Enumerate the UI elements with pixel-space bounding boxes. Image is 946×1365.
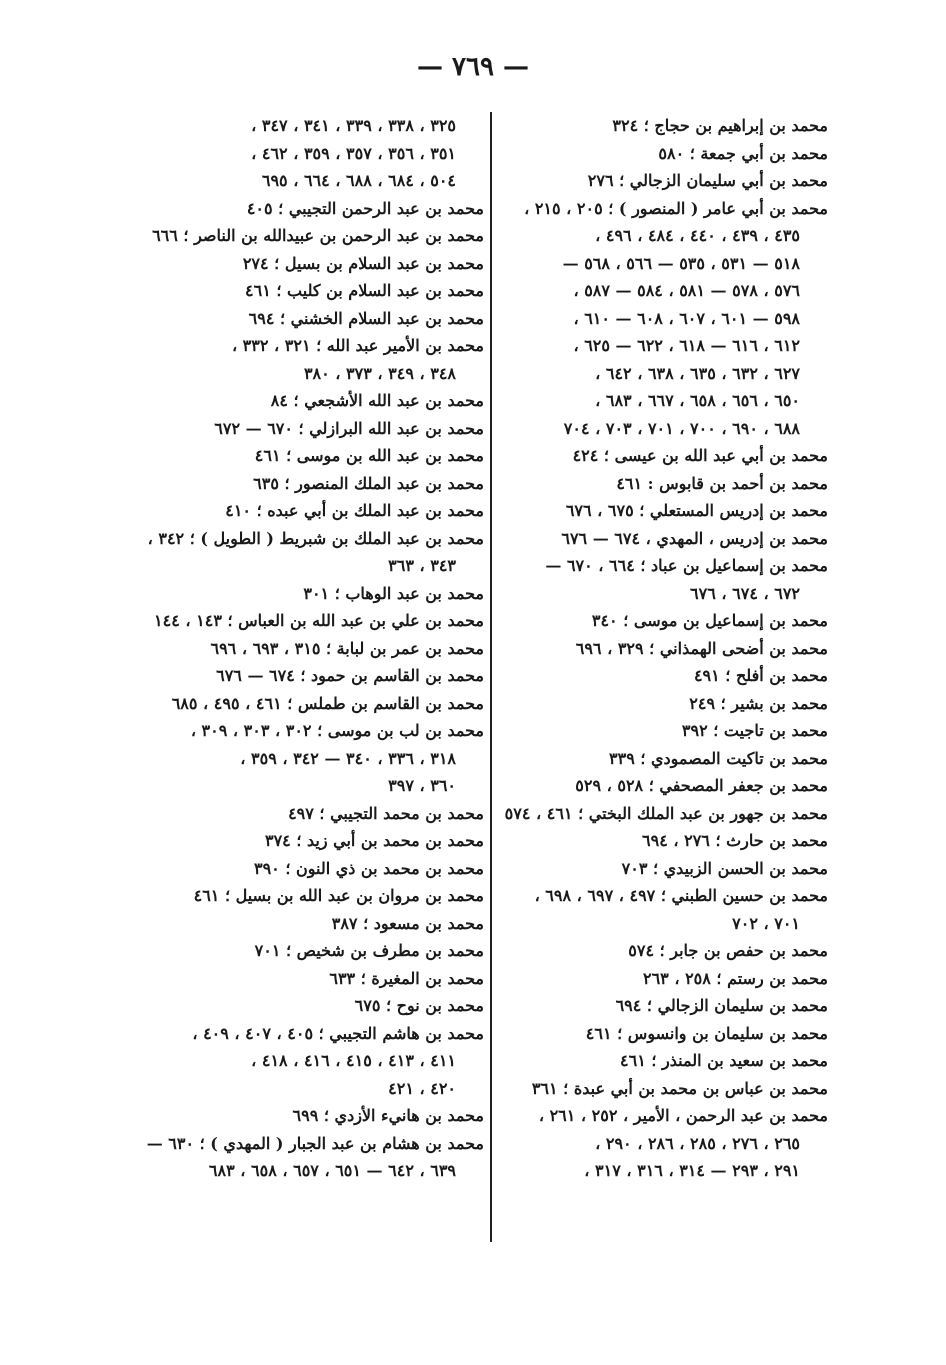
index-entry-continuation: ٦٨٨ ، ٦٩٠ ، ٧٠٠ ، ٧٠١ ، ٧٠٣ ، ٧٠٤ [563,418,800,438]
index-entry: محمد بن عبد الملك المنصور ؛ ٦٣٥ [253,473,484,493]
index-entry: محمد بن عبد السلام بن بسيل ؛ ٢٧٤ [242,253,484,273]
index-entry: محمد بن تاكيت المصمودي ؛ ٣٣٩ [609,748,828,768]
index-entry-continuation: ٥٧٦ ، ٥٧٨ — ٥٨١ ، ٥٨٤ — ٥٨٧ ، [573,281,800,300]
index-entry: محمد بن بشير ؛ ٢٤٩ [689,693,828,713]
index-column-left [144,112,484,1185]
index-entry: محمد بن الحسن الزبيدي ؛ ٧٠٣ [621,858,828,878]
index-entry: محمد بن مسعود ؛ ٣٨٧ [331,913,484,933]
index-entry-continuation: ٦٢٧ ، ٦٣٢ ، ٦٣٥ ، ٦٣٨ ، ٦٤٢ ، [595,363,800,383]
index-entry: محمد بن الأمير عبد الله ؛ ٣٢١ ، ٣٣٢ ، [231,336,484,355]
index-entry-continuation: ٦٥٠ ، ٦٥٦ ، ٦٥٨ ، ٦٦٧ ، ٦٨٣ ، [595,391,800,410]
index-entry: محمد بن حسين الطبني ؛ ٤٩٧ ، ٦٩٧ ، ٦٩٨ ، [534,886,828,905]
index-entry-continuation: ٣٤٣ ، ٣٦٣ [388,556,456,575]
index-entry: محمد بن إدريس ، المهدي ، ٦٧٤ — ٦٧٦ [561,528,828,548]
index-column-right [488,112,828,1185]
index-entry-continuation: ٣١٨ ، ٣٣٦ ، ٣٤٠ — ٣٤٢ ، ٣٥٩ ، [240,748,456,768]
index-entry-continuation: ٣٦٠ ، ٣٩٧ [388,776,456,795]
index-entry: محمد بن أبي جمعة ؛ ٥٨٠ [658,143,828,163]
index-entry: محمد بن عبد الملك بن أبي عبده ؛ ٤١٠ [225,501,484,520]
index-entry-continuation: ٧٠١ ، ٧٠٢ [732,913,800,933]
index-entry: محمد بن عبد الرحمن بن عبيدالله بن الناصر ؛ ٦٦٦ [152,226,484,245]
index-entry: محمد بن حفص بن جابر ؛ ٥٧٤ [628,941,828,960]
index-entry: محمد بن عبد الرحمن التجيبي ؛ ٤٠٥ [246,198,484,218]
index-entry-continuation: ٤٢٠ ، ٤٢١ [388,1078,456,1098]
index-entry-continuation: ٢٩١ ، ٢٩٣ — ٣١٤ ، ٣١٦ ، ٣١٧ ، [584,1161,800,1180]
index-entry: محمد بن أضحى الهمذاني ؛ ٣٢٩ ، ٦٩٦ [575,638,828,658]
index-entry: محمد بن عبد الوهاب ؛ ٣٠١ [303,583,484,603]
index-entry: محمد بن مطرف بن شخيص ؛ ٧٠١ [254,941,484,960]
index-entry: محمد بن لب بن موسى ؛ ٣٠٢ ، ٣٠٣ ، ٣٠٩ ، [190,721,484,740]
index-entry: محمد بن سليمان بن وانسوس ؛ ٤٦١ [585,1023,828,1043]
index-entry: محمد بن إسماعيل بن عباد ؛ ٦٦٤ ، ٦٧٠ — [545,556,828,575]
index-entry-continuation: ٢٦٥ ، ٢٧٦ ، ٢٨٥ ، ٢٨٦ ، ٢٩٠ ، [595,1133,800,1153]
index-entry: محمد بن رستم ؛ ٢٥٨ ، ٢٦٣ [642,968,828,988]
index-entry: محمد بن جعفر المصحفي ؛ ٥٢٨ ، ٥٢٩ [575,776,828,795]
index-entry-continuation: ٤١١ ، ٤١٣ ، ٤١٥ ، ٤١٦ ، ٤١٨ ، [251,1051,456,1070]
index-entry: محمد بن علي بن عبد الله بن العباس ؛ ١٤٣ ، ١٤٤ [154,611,484,630]
index-entry: محمد بن حارث ؛ ٢٧٦ ، ٦٩٤ [642,831,828,850]
index-entry: محمد بن عبد الله بن موسى ؛ ٤٦١ [254,446,484,465]
index-entry: محمد بن عمر بن لبابة ؛ ٣١٥ ، ٦٩٣ ، ٦٩٦ [210,638,484,658]
index-entry: محمد بن نوح ؛ ٦٧٥ [354,996,484,1015]
index-entry: محمد بن هانيء الأزدي ؛ ٦٩٩ [292,1106,484,1125]
page-number: — ٧٦٩ — [416,52,530,82]
index-entry: محمد بن عبد الله البرازلي ؛ ٦٧٠ — ٦٧٢ [214,418,484,438]
index-entry: محمد بن أبي عامر ( المنصور ) ؛ ٢٠٥ ، ٢١٥ ، [524,198,828,218]
index-entry: محمد بن عبد الملك بن شبريط ( الطويل ) ؛ ٣٤٢ ، [147,528,484,548]
index-entry: محمد بن المغيرة ؛ ٦٣٣ [329,968,484,988]
index-entry-continuation: ٣٢٥ ، ٣٣٨ ، ٣٣٩ ، ٣٤١ ، ٣٤٧ ، [251,116,456,135]
index-entry: محمد بن سليمان الزجالي ؛ ٦٩٤ [615,996,828,1015]
index-entry: محمد بن هاشم التجيبي ؛ ٤٠٥ ، ٤٠٧ ، ٤٠٩ ، [192,1023,484,1043]
index-entry: محمد بن عباس بن محمد بن أبي عبدة ؛ ٣٦١ [531,1078,828,1098]
index-entry-continuation: ٦١٢ ، ٦١٦ — ٦١٨ ، ٦٢٢ — ٦٢٥ ، [573,336,800,355]
index-entry: محمد بن تاجيت ؛ ٣٩٢ [681,721,828,740]
index-entry: محمد بن أبي سليمان الزجالي ؛ ٢٧٦ [587,171,828,190]
index-entry: محمد بن سعيد بن المنذر ؛ ٤٦١ [620,1051,828,1070]
index-entry: محمد بن القاسم بن حمود ؛ ٦٧٤ — ٦٧٦ [216,666,484,685]
index-entry: محمد بن مروان بن عبد الله بن بسيل ؛ ٤٦١ [193,886,484,905]
index-entry: محمد بن عبد الرحمن ، الأمير ، ٢٥٢ ، ٢٦١ ، [538,1106,828,1125]
index-entry: محمد بن أبي عبد الله بن عيسى ؛ ٤٢٤ [572,446,828,465]
index-entry-continuation: ٦٧٢ ، ٦٧٤ ، ٦٧٦ [690,583,800,603]
index-entry: محمد بن أفلح ؛ ٤٩١ [693,666,828,685]
index-entry-continuation: ٥٩٨ — ٦٠١ ، ٦٠٧ ، ٦٠٨ — ٦١٠ ، [573,308,800,328]
index-entry-continuation: ٦٣٩ ، ٦٤٢ — ٦٥١ ، ٦٥٧ ، ٦٥٨ ، ٦٨٣ [208,1161,456,1180]
index-entry: محمد بن أحمد بن قابوس : ٤٦١ [616,473,828,493]
index-entry-continuation: ٣٥١ ، ٣٥٦ ، ٣٥٧ ، ٣٥٩ ، ٤٦٢ ، [251,143,456,163]
index-entry: محمد بن عبد السلام بن كليب ؛ ٤٦١ [245,281,484,300]
index-entry-continuation: ٥١٨ — ٥٣١ ، ٥٣٥ — ٥٦٦ ، ٥٦٨ — [562,253,800,273]
index-entry: محمد بن القاسم بن طملس ؛ ٤٦١ ، ٤٩٥ ، ٦٨٥ [171,693,484,713]
index-entry: محمد بن محمد بن ذي النون ؛ ٣٩٠ [253,858,484,878]
index-entry-continuation: ٣٤٨ ، ٣٤٩ ، ٣٧٣ ، ٣٨٠ [303,363,456,383]
index-entry: محمد بن إسماعيل بن موسى ؛ ٣٤٠ [591,611,828,630]
index-entry: محمد بن محمد التجيبي ؛ ٤٩٧ [288,803,484,823]
index-entry: محمد بن محمد بن أبي زيد ؛ ٣٧٤ [264,831,484,850]
index-entry-continuation: ٤٣٥ ، ٤٣٩ ، ٤٤٠ ، ٤٨٤ ، ٤٩٦ ، [595,226,800,245]
index-entry: محمد بن إبراهيم بن حجاج ؛ ٣٢٤ [612,116,828,135]
index-entry: محمد بن عبد السلام الخشني ؛ ٦٩٤ [248,308,484,328]
index-entry: محمد بن هشام بن عبد الجبار ( المهدي ) ؛ ٦٣٠ — [146,1133,484,1153]
index-entry: محمد بن إدريس المستعلي ؛ ٦٧٥ ، ٦٧٦ [565,501,828,520]
index-entry: محمد بن عبد الله الأشجعي ؛ ٨٤ [270,391,484,410]
index-entry-continuation: ٥٠٤ ، ٦٨٤ ، ٦٨٨ ، ٦٦٤ ، ٦٩٥ [261,171,456,190]
index-entry: محمد بن جهور بن عبد الملك البختي ؛ ٤٦١ ، ٥٧٤ [504,803,828,823]
